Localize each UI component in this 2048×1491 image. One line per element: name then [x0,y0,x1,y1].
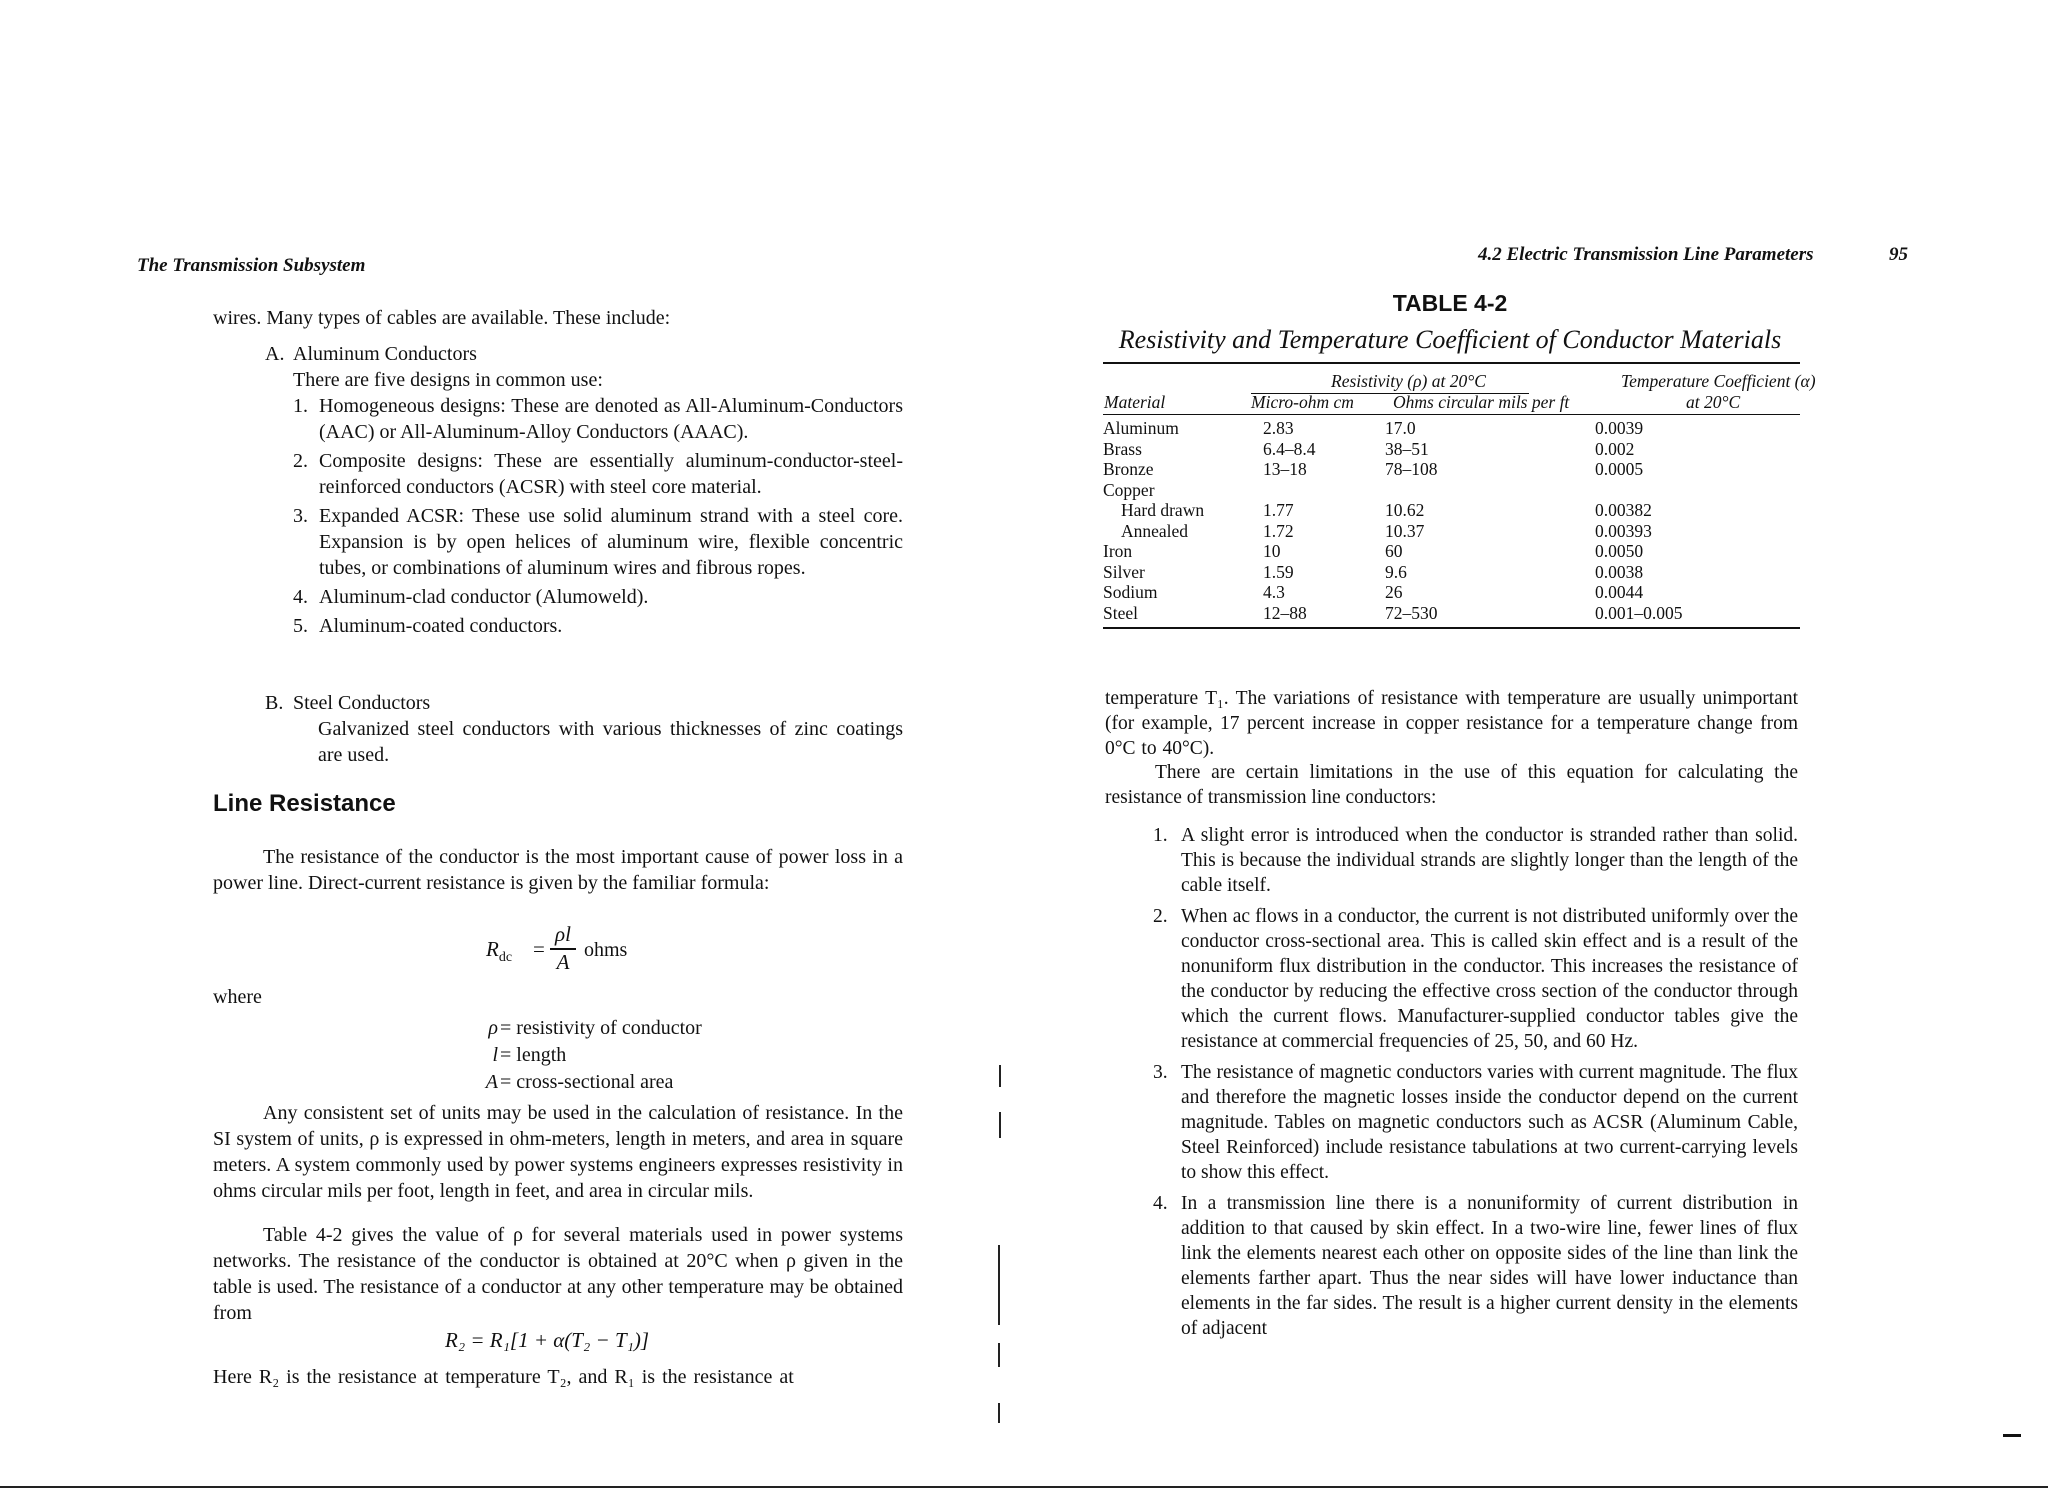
item-text: In a transmission line there is a nonuniformity of current distribution in addition to that caused by skin effect. In a two-wire line, fewer lines of flux link the elements nearest each other on opposite sides of the line than link the elements farther apart. Thus the near sides will have lower inductance than elements in the far sides. The result is a higher current density in the elements of adjacent [1181,1193,1798,1339]
micro-ohm-header: Micro-ohm cm [1251,392,1354,412]
definition-row [430,1069,750,1096]
material-cell: Steel [1103,602,1138,623]
micro-ohm-cell: 13–18 [1263,459,1307,479]
definition-symbol: l [492,1044,498,1066]
item-text: Homogeneous designs: These are denoted as All-Aluminum-Conductors (AAC) or All-Aluminum-Alloy Conductors (AAAC). [319,395,903,443]
material-cell: Hard drawn [1121,500,1205,520]
section-b [265,690,905,768]
micro-ohm-cell: 6.4–8.4 [1263,438,1316,459]
table-row [1103,480,1800,501]
gutter-mark [998,1343,1000,1367]
section-b-title: Steel Conductors [293,692,431,714]
right-running-head [1478,244,1908,266]
page-number: 95 [1889,244,1908,265]
ohms-cmil-cell: 10.62 [1385,500,1425,520]
list-item [293,503,903,581]
temp-coef-cell: 0.0038 [1595,561,1644,582]
item-number: 1. [1153,825,1168,846]
formula-numerator: ρl [555,922,571,946]
list-item [1147,823,1798,898]
left-para-3: Table 4-2 gives the value of ρ for several materials used in power systems networks. The resistance of the conductor is obtained at 20°C when ρ given in the table is used. The resistance of a conductor at any other temperature may be obtained from [213,1224,903,1324]
formula-equals: = [533,937,545,961]
ohms-cmil-cell: 26 [1385,582,1403,602]
micro-ohm-cell: 12–88 [1263,602,1307,623]
list-item [1147,1191,1798,1341]
temp-coef-cell: 0.0044 [1595,582,1644,602]
micro-ohm-cell: 1.72 [1263,520,1294,541]
micro-ohm-cell: 2.83 [1263,418,1294,438]
table-label: TABLE 4-2 [1392,290,1508,316]
gutter-mark [999,1065,1001,1087]
formula-denominator: A [556,950,570,974]
definition-symbol: A [485,1071,498,1093]
section-a-lead: There are five designs in common use: [293,369,603,391]
ohms-cmil-cell: 17.0 [1385,418,1416,438]
item-number: 3. [1153,1062,1168,1083]
limitations-list [1147,823,1798,1347]
micro-ohm-cell: 10 [1263,541,1281,561]
material-cell: Annealed [1121,520,1189,541]
ohms-cmil-cell [1353,480,1583,501]
material-cell: Sodium [1103,582,1158,602]
formula-dc-resistance [486,924,686,974]
micro-ohm-cell: 1.77 [1263,500,1294,520]
definitions [430,1015,750,1096]
temp-coef-cell: 0.00393 [1595,520,1652,541]
temp-coef-header: Temperature Coefficient (α) [1621,371,1816,391]
scan-mark [2003,1434,2021,1437]
group-header: Resistivity (ρ) at 20°C [1331,371,1486,391]
item-number: 4. [1153,1193,1168,1214]
item-text: The resistance of magnetic conductors varies with current magnitude. The flux and therefore the magnetic losses inside the conductor depend on the current magnitude. Tables on magnetic conductors such as ACSR (Aluminum Cable, Steel Reinforced) include resistance tabulations at two current-carrying levels to show this effect. [1181,1062,1798,1183]
section-a [265,341,905,393]
list-item [293,584,903,610]
item-number: 2. [293,450,308,472]
table-row [1103,582,1800,603]
temp-coef-cell [1583,480,1800,501]
micro-ohm-cell: 4.3 [1263,582,1285,602]
ohms-cmil-cell: 72–530 [1385,602,1438,623]
section-a-title: Aluminum Conductors [293,343,477,365]
item-number: 5. [293,615,308,637]
left-para-4: Here R₂ is the resistance at temperature T₂, and R₁ is the resistance at [213,1366,794,1388]
definition-row [430,1042,750,1069]
item-text: Composite designs: These are essentially aluminum-conductor-steel-reinforced conductors (ACSR) with steel core material. [319,450,903,498]
definition-text: = cross-sectional area [500,1071,674,1093]
right-running-title: 4.2 Electric Transmission Line Parameters [1478,244,1814,265]
formula-unit: ohms [584,939,628,961]
ohms-cmil-cell: 78–108 [1385,459,1438,479]
table-header-rule [1103,414,1800,415]
section-b-label: B. [265,692,284,714]
left-intro: wires. Many types of cables are available. These include: [213,307,671,329]
section-b-text: Galvanized steel conductors with various thicknesses of zinc coatings are used. [318,718,903,766]
temp-coef-cell: 0.0005 [1595,459,1644,479]
ohms-cmil-cell: 9.6 [1385,561,1407,582]
ohms-cmil-cell: 10.37 [1385,520,1425,541]
table-row [1103,459,1800,480]
material-cell: Silver [1103,561,1145,582]
section-heading: Line Resistance [213,790,396,817]
table-header [1103,364,1816,414]
item-text: Aluminum-coated conductors. [319,615,563,637]
scan-bottom-edge [0,1486,2048,1488]
material-cell: Brass [1103,438,1142,459]
definition-symbol: ρ [488,1017,498,1039]
micro-ohm-cell: 1.59 [1263,561,1294,582]
section-a-list [293,393,903,639]
item-number: 2. [1153,906,1168,927]
material-cell: Bronze [1103,459,1154,479]
ohms-cmil-header: Ohms circular mils per ft [1393,392,1570,412]
section-a-label: A. [265,343,285,365]
table-bottom-rule [1103,627,1800,629]
formula-subscript: dc [498,950,513,966]
formula-lhs: R [486,937,499,961]
right-para-1 [1105,686,1798,761]
where-label: where [213,986,262,1008]
table-row [1103,603,1800,624]
list-item [1147,1060,1798,1185]
list-item [293,393,903,445]
table-row [1103,521,1800,542]
definition-text: = resistivity of conductor [500,1017,702,1039]
item-text: When ac flows in a conductor, the current is not distributed uniformly over the conductor cross-sectional area. This is called skin effect and is a result of the nonuniform flux distribution in the conductor. This increases the resistance of the conductor by reducing the effective cross section of the conductor through which the current flows. Manufacturer-supplied conductor tables give the resistance at commercial frequencies of 25, 50, and 60 Hz. [1181,906,1798,1052]
micro-ohm-cell [1243,480,1353,501]
list-item [293,613,903,639]
ohms-cmil-cell: 60 [1385,541,1403,561]
material-cell: Aluminum [1103,418,1179,438]
item-number: 1. [293,395,308,417]
definition-text: = length [500,1044,567,1066]
gutter-mark [999,1112,1001,1138]
gutter-mark [998,1403,1000,1423]
table-row [1103,562,1800,583]
table-row [1103,418,1800,439]
temp-coef-cell: 0.0039 [1595,418,1644,438]
temp-coef-cell: 0.00382 [1595,500,1652,520]
material-cell: Iron [1103,541,1133,561]
material-header: Material [1104,392,1166,412]
right-para-1-text: temperature T₁. The variations of resistance with temperature are usually unimportant (for example, 17 percent increase in copper resistance for a temperature change from 0°C to 40°C). [1105,688,1798,759]
left-para-1: The resistance of the conductor is the most important cause of power loss in a power line. Direct-current resistance is given by the familiar formula: [213,846,903,894]
resistivity-table [1103,362,1816,629]
item-number: 3. [293,505,308,527]
left-running-head: The Transmission Subsystem [137,255,366,276]
table-body [1103,418,1800,623]
list-item [1147,904,1798,1054]
temp-coef-cell: 0.002 [1595,438,1635,459]
item-text: Aluminum-clad conductor (Alumoweld). [319,586,649,608]
gutter-mark [998,1245,1000,1325]
ohms-cmil-cell: 38–51 [1385,438,1429,459]
table-caption: Resistivity and Temperature Coefficient of Conductor Materials [1118,325,1782,354]
table-row [1103,500,1800,521]
item-text: A slight error is introduced when the conductor is stranded rather than solid. This is because the individual strands are slightly longer than the length of the cable itself. [1181,825,1798,896]
definition-row [430,1015,750,1042]
table-row [1103,439,1800,460]
left-para-2: Any consistent set of units may be used in the calculation of resistance. In the SI system of units, ρ is expressed in ohm-meters, length in meters, and area in square meters. A system commonly used by power systems engineers expresses resistivity in ohms circular mils per foot, length in feet, and area in circular mils. [213,1102,903,1202]
table-row [1103,541,1800,562]
temp-coef-cell: 0.001–0.005 [1595,602,1683,623]
item-text: Expanded ACSR: These use solid aluminum strand with a steel core. Expansion is by open helices of aluminum wire, flexible concentric tubes, or combinations of aluminum wires and fibrous ropes. [319,505,903,579]
right-para-2: There are certain limitations in the use of this equation for calculating the resistance of transmission line conductors: [1105,762,1798,808]
material-cell: Copper [1103,479,1155,500]
list-item [293,448,903,500]
temp-coef-subheader: at 20°C [1686,392,1741,412]
item-number: 4. [293,586,308,608]
temp-coef-cell: 0.0050 [1595,541,1644,561]
formula-temperature: R₂ = R₁[1 + α(T₂ − T₁)] [445,1328,650,1352]
